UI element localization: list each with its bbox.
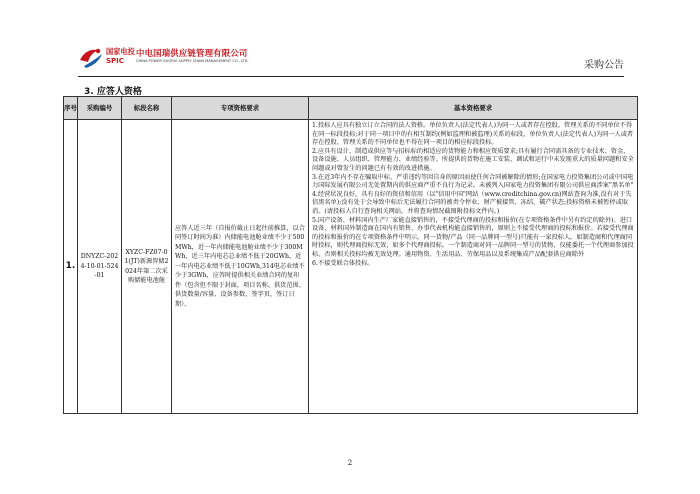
spic-logo-icon [78, 46, 104, 70]
qualification-table [63, 96, 638, 414]
cell-seq: 1. [64, 120, 78, 414]
header-special-requirements: 专项资格要求 [172, 97, 309, 120]
cell-section-name: XYZC-FZ07-01(JT)新源智储2024年第二次采购储能电池舱 [122, 120, 172, 414]
page-number: 2 [347, 459, 353, 467]
document-title: 采购公告 [584, 60, 624, 71]
basic-requirement-item: 2.应具有设计、制造或供应等与招标标的相适应的货物能力和相应资质要求;具有履行合同需具备的专业技术、资金、设备设施、人员组织、管理能力、业绩经验等。所提供的货物在施工安装、调试和运行中未发现重大的质量问题和安全问题或对曾发生的问题已有有效的改进措施。 [312, 147, 634, 172]
header-basic-requirements: 基本资格要求 [309, 97, 638, 120]
header-seq: 序号 [64, 97, 78, 120]
cell-basic-requirements [309, 120, 638, 414]
table-row [64, 120, 638, 414]
header-code: 采购编号 [78, 97, 122, 120]
basic-requirement-item: 3.在近3年内不存在骗取中标、严重违约等因自身的原因而使任何合同被解除的情形;在国家电力投资集团公司或中国电力国际发展有限公司无处置期内的供应商严重不良行为记录。未被列入国家电力投资集团有限公司供应商涉案"黑名单" [312, 173, 634, 190]
logo-company-name: 中电国瑞供应链管理有限公司 [136, 48, 248, 58]
basic-requirement-item: 4.经营状况良好，具有良好的资信和信用（以"信用中国"网站（www.creditchina.gov.cn)网站查询为准,没有对于失信黑名单);没有处于会导致中标后无法履行合同的被责令停业、财产被接管、冻结、破产状态;投标资格未被暂停或取消。(请投标人自行查询相关网站，并将查询情况截图附投标文件内。) [312, 190, 632, 215]
company-logo [78, 44, 278, 72]
section-title: 3. 应答人资格 [84, 87, 142, 97]
basic-requirement-item: 6.不接受联合体投标。 [312, 259, 374, 267]
header-section-name: 标段名称 [122, 97, 172, 120]
cell-special-requirements: 应答人近三年（自报价截止日起往前推算，以合同签订时间为准）内储能电池舱业绩不少于500MWh，近一年内储能电池舱业绩不少于300MWh，近三年内电芯总业绩不低于20GWh，近一年内电芯业绩不低于10GWh,314电芯业绩不少于3GWh，应答时提供相关业绩合同的复印件（包含但不限于封面，项目名称、供货范围、供货数量/容量、设备参数、签字页、签订日期）。 [172, 120, 309, 414]
logo-cn-spic: 国家电投 [106, 47, 135, 56]
logo-en-spic: SPIC [106, 57, 124, 65]
basic-requirement-item: 1.投标人应具有独立订立合同的法人资格。单位负责人(法定代表人)为同一人或者存在控股、管理关系的不同单位不得在同一标段投标;对于同一项目中的有相互制约(例如监理和被监理)关系的标段，单位负责人(法定代表人)为同一人或者存在控股、管理关系的不同单位也不得在同一项目的相应标段投标。 [312, 122, 634, 147]
cell-code: DNYZC-2024-10-01-524-01 [78, 120, 122, 414]
page-header [78, 40, 624, 77]
logo-company-name-en: CHINA POWER GUORUI SUPPLY CHAIN MANAGEMENT CO., LTD. [136, 59, 249, 63]
table-header-row [64, 97, 638, 120]
basic-requirement-item: 5.国产设备、材料国内生产厂家能直接销售的，不接受代理商的投标和报价(在专项资格条件中另有约定的除外)。进口设备、材料国外制造商在国内有销售、办事代表机构能直接销售的，原则上不接受代理商的投标和报价。若接受代理商的投标和报价的在专项资格条件中明示。同一货物/产品（同一品牌同一型号)只能有一家投标人。如制造商和代理商同时投标，则代理商投标无效，如多个代理商投标。一个制造商对同一品牌同一型号的货物，仅能委托一个代理商参加投标。否则相关投标均被无效处理。通用物资、生活用品、劳保用品以及系统集成产品配套供应商除外 [312, 216, 634, 258]
